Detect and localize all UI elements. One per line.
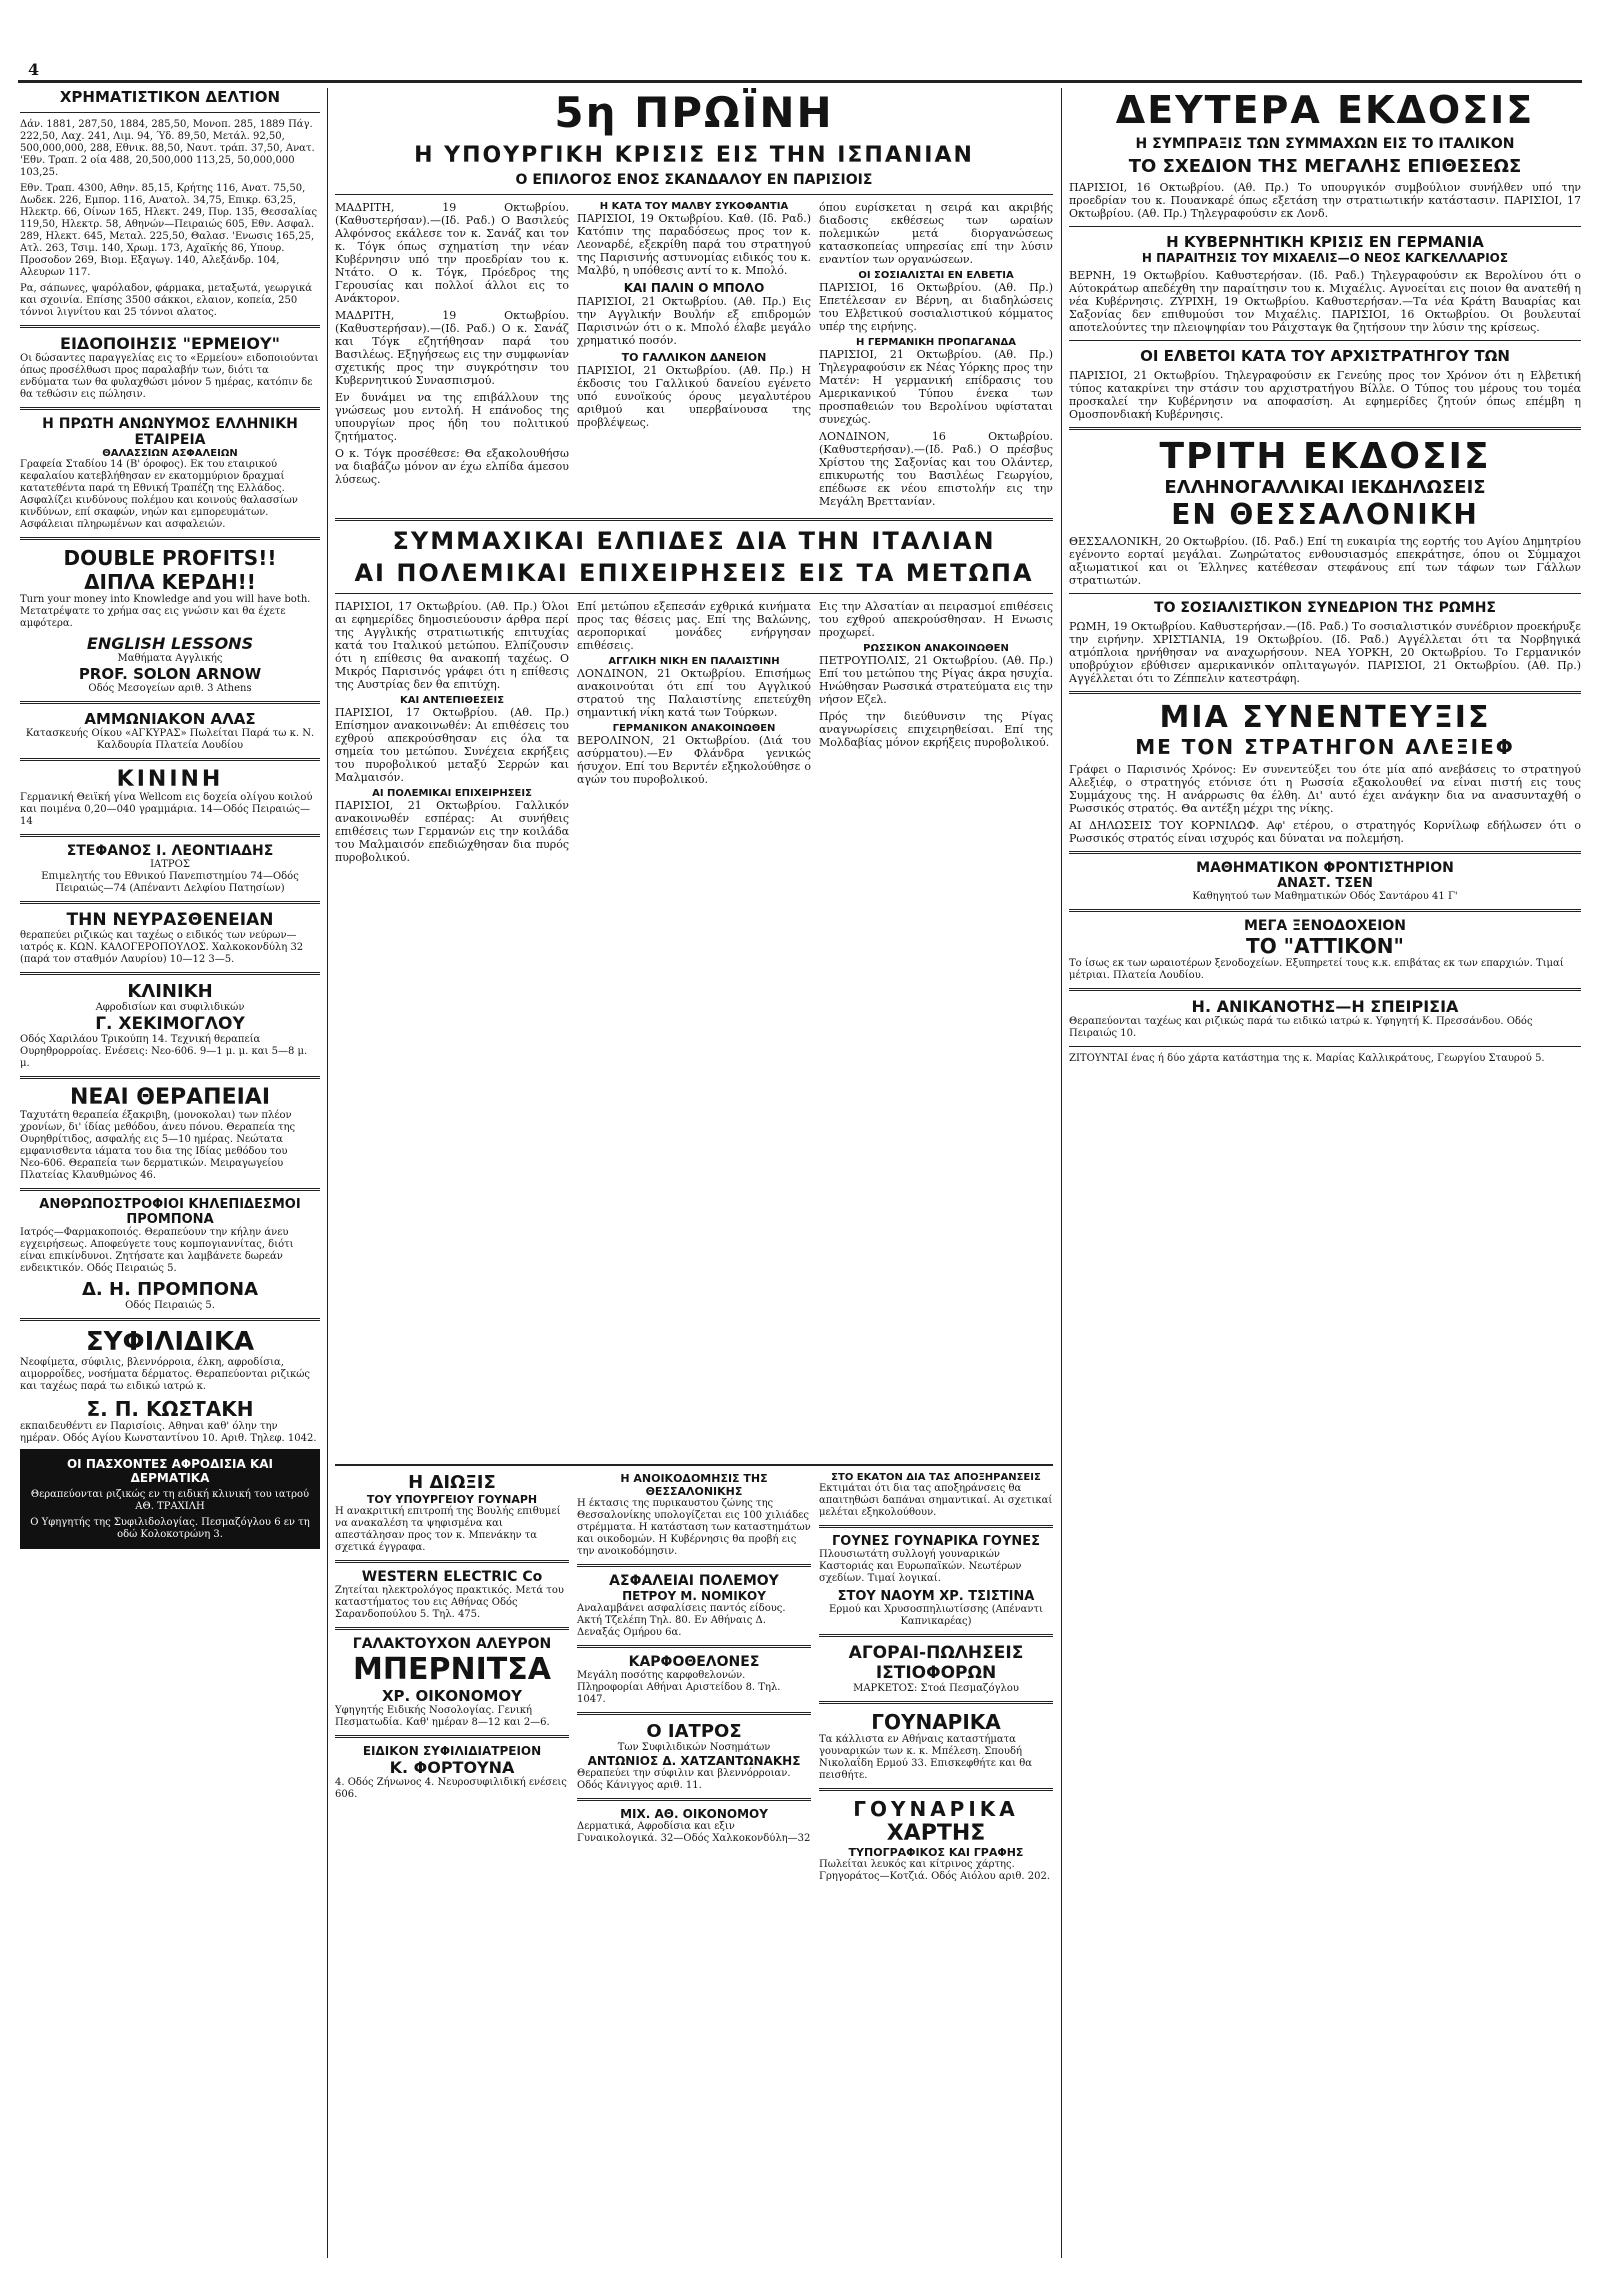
gounarika-title: ΓΟΥΝΑΡΙΚΑ: [871, 1710, 1001, 1734]
anthrop-title: ΑΝΘΡΩΠΟΣΤΡΟΦΙΟΙ ΚΗΛΕΠΙΔΕΣΜΟΙ ΠΡΟΜΠΟΝΑ: [39, 1197, 301, 1227]
r-p7: ΑΙ ΔΗΛΩΣΕΙΣ ΤΟΥ ΚΟΡΝΙΛΩΦ. Αφ' ετέρου, ο στρατηγός Κορνίλωφ εδήλωσεν ότι ο Ρωσσικός στρατός είναι ισχυρός και δύναται να πολεμήση.: [1069, 819, 1581, 845]
second-edition: ΔΕΥΤΕΡΑ ΕΚΔΟΣΙΣ: [1115, 88, 1535, 132]
ad2-name: ΤΟ "ΑΤΤΙΚΟΝ": [1246, 934, 1404, 958]
clinic-title: ΚΛΙΝΙΚΗ: [127, 981, 213, 1002]
iatros-name: ΑΝΤΩΝΙΟΣ Δ. ΧΑΤΖΑΝΤΩΝΑΚΗΣ: [587, 1754, 801, 1768]
kinini-text: Γερμανική Θειϊκή γίνα Wellcom εις δοχεία ολίγου κοιλού και ποιμένα 0,20—040 γραμμάρια. 14—Οδός Πειραιώς—14: [20, 792, 313, 827]
war-articles: [335, 600, 1053, 868]
nees-text: Ταχυτάτη θεραπεία έξακριβη, (μονοκολαι) των πλέον χρονίων, δι' ίδίας μεθόδου, άνευ πόνου. Θεραπεία της Ουρηθρίτιδος, ασφαλής εις 5—10 ημέρας. Νεώτατα εμφανισθεντα ιάματα του δια της Ιδίας μεθόδου του Νεο-606. Θεραπεία των δερματικών. Μειραγωγείου Πλατείας Κλαυθμώνος 46.: [20, 1110, 296, 1181]
ammonia-title: ΑΜΜΩΝΙΑΚΟΝ ΑΛΑΣ: [84, 710, 256, 728]
spain-articles: [335, 201, 1053, 512]
r-p4: ΘΕΣΣΑΛΟΝΙΚΗ, 20 Οκτωβρίου. (Ιδ. Ραδ.) Επί τη ευκαιρία της εορτής του Αγίου Δημητρίου εγένοντο εορταί μεγάλαι. Ζωηρώτατος ενθουσιασμός επεκράτησε, όπου οι Σύμμαχοι αξιωματικοί και οι Έλληνες κατέθεσαν στεφάνους επί των τάφων των Γάλλων στρατιωτών.: [1069, 535, 1581, 587]
gounarika-text: Τα κάλλιστα εν Αθήναις καταστήματα γουναρικών των κ. κ. Μπέλεση. Σπουδή Νικολαΐδη Ερμού 33. Επισκεφθήτε και θα πεισθήτε.: [819, 1734, 1033, 1781]
xartis-sub: ΤΥΠΟΓΡΑΦΙΚΟΣ ΚΑΙ ΓΡΑΦΗΣ: [848, 1846, 1024, 1859]
asfal-title: ΑΣΦΑΛΕΙΑΙ ΠΟΛΕΜΟΥ: [609, 1573, 779, 1589]
m14: Πρός την διεύθυνσιν της Ρίγας αναγνωρίσεις επιχειρηθείσαι. Επί της Μολδαβίας μόνον εκρήξεις πυροβολικού.: [819, 710, 1053, 749]
column-rule-1: [327, 88, 328, 2258]
milk-name: ΜΠΕΡΝΙΤΣΑ: [353, 1652, 551, 1687]
gounes-text: Πλουσιωτάτη συλλογή γουναρικών Καστοριάς και Ευρωπαϊκών. Νεωτέρων σχεδίων. Τιμαί λογικαί.: [819, 1549, 1022, 1584]
western-text: Ζητείται ηλεκτρολόγος πρακτικός. Μετά του καταστήματος του εις Αθήνας Οδός Σαρανδοπούλου 5. Τηλ. 475.: [335, 1585, 564, 1620]
r-h1: Η ΣΥΜΠΡΑΞΙΣ ΤΩΝ ΣΥΜΜΑΧΩΝ ΕΙΣ ΤΟ ΙΤΑΛΙΚΟΝ: [1135, 136, 1515, 152]
apok-text: Εκτιμάται ότι δια τας αποξηράνσεις θα απαιτηθώσι δαπάναι σημαντικαί. Αι σχετικαί μελέται εξηκολούθουν.: [819, 1483, 1053, 1518]
apok-title: ΣΤΟ ΕΚΑΤΟΝ ΔΙΑ ΤΑΣ ΑΠΟΞΗΡΑΝΣΕΙΣ: [831, 1472, 1041, 1483]
m9: ΓΕΡΜΑΝΙΚΟΝ ΑΝΑΚΟΙΝΩΘΕΝ: [612, 723, 776, 734]
page-number: 4: [28, 60, 40, 79]
clinic-text: Οδός Χαριλάου Τρικούπη 14. Τεχνική θεραπεία Ουρηθρορροίας. Ενέσεις: Νεο-606. 9—1 μ. μ. και 5—8 μ. μ.: [20, 1034, 308, 1069]
clinic-doc: Γ. ΧΕΚΙΜΟΓΛΟΥ: [95, 1014, 245, 1034]
stef-title: ΣΤΕΦΑΝΟΣ Ι. ΛΕΟΝΤΙΑΔΗΣ: [66, 843, 274, 859]
m8: ΛΟΝΔΙΝΟΝ, 21 Οκτωβρίου. Επισήμως ανακοινούται ότι επί του Αγγλικού στρατού της Παλαιστίνης επετεύχθη σημαντική νίκη κατά των Τούρκων.: [577, 667, 811, 719]
c4: ΠΑΡΙΣΙΟΙ, 21 Οκτωβρίου. (Αθ. Πρ.) Τηλεγραφούσιν εκ Νέας Υόρκης προς την Ματέν: Η γερμανική επίδρασις του Αμερικανικού Τύπου ένεκα των προσπαθειών του Βερολίνου υφίσταται συνεχώς.: [819, 348, 1053, 426]
agora-title: ΑΓΟΡΑΙ-ΠΩΛΗΣΕΙΣ ΙΣΤΙΟΦΟΡΩΝ: [848, 1643, 1024, 1683]
notice-text: Οι δώσαντες παραγγελίας εις το «Ερμείου» ειδοποιούνται όπως προσέλθωσι προς παραλαβήν των, διότι τα ενδύματα των θα φυλαχθώσι μόνον 5 ημέρας, κατόπιν δε θα τεθώσιν εις πώλησιν.: [20, 353, 319, 400]
kostaki-text: εκπαιδευθέντι εν Παρισίοις. Αθηναι καθ' όλην την ημέραν. Οδός Αγίου Κωνσταντίνου 10. Αριθ. Τηλεφ. 1042.: [20, 1421, 317, 1444]
m5: ΠΑΡΙΣΙΟΙ, 21 Οκτωβρίου. Γαλλικόν ανακοινωθέν εσπέρας: Αι συνήθεις επιθέσεις των Γερμανών εις την κοιλάδα του Μαλμαισόν επεδιώχθησαν δια πυρός πυροβολικού.: [335, 799, 569, 864]
m4: ΑΙ ΠΟΛΕΜΙΚΑΙ ΕΠΙΧΕΙΡΗΣΕΙΣ: [372, 788, 532, 799]
operations-headline: ΑΙ ΠΟΛΕΜΙΚΑΙ ΕΠΙΧΕΙΡΗΣΕΙΣ ΕΙΣ ΤΑ ΜΕΤΩΠΑ: [354, 559, 1034, 587]
milk-title: ΓΑΛΑΚΤΟΥΧΟΝ ΑΛΕΥΡΟΝ: [352, 1636, 552, 1652]
bottom-ads-rule: [335, 1464, 1053, 1466]
naoum-title: ΣΤΟΥ ΝΑΟΥΜ ΧΡ. ΤΣΙΣΤΙΝΑ: [837, 1589, 1035, 1604]
agora-text: ΜΑΡΚΕΤΟΣ: Στοά Πεσμαζόγλου: [853, 1683, 1019, 1694]
r-p6: Γράφει ο Παρισινός Χρόνος: Εν συνεντεύξει του ότε μία από ανεβάσεις το στρατηγού Αλεξιέφ, ο στρατηγός ετόνισε ότι η Ρωσσία εξακολουθεί να είναι πιστή εις τους Συμμάχους της. Η ανάρρωσις θα έλθη. Δι' αυτό έχει ανάγκην δια να ανασυνταχθή ο Ρωσσικός στρατός. Θα αντέξη μέχρι της νίκης.: [1069, 763, 1581, 815]
r-h8: ΤΟ ΣΟΣΙΑΛΙΣΤΙΚΟΝ ΣΥΝΕΔΡΙΟΝ ΤΗΣ ΡΩΜΗΣ: [1154, 600, 1496, 616]
bottom-ads-col-3: [819, 1472, 1053, 1887]
ad4-text: ΖΙΤΟΥΝΤΑΙ ένας ή δύο χάρτα κατάστημα της κ. Μαρίας Καλλικράτους, Γεωργίου Σταυρού 5.: [1069, 1053, 1545, 1064]
goun-text: Η ανακριτική επιτροπή της Βουλής επιθυμεί να ανακαλέση τα ψηφισμένα και απεστάλησαν προς τον κ. Μπενάκην τα σχετικά έγγραφα.: [335, 1506, 561, 1553]
milk-doc: ΧΡ. ΟΙΚΟΝΟΜΟΥ: [381, 1687, 523, 1705]
fort-name: Κ. ΦΟΡΤΟΥΝΑ: [389, 1758, 515, 1777]
naoum-text: Ερμού και Χρυσοσπηλιωτίσσης (Απέναντι Καπνικαρέας): [829, 1604, 1043, 1627]
insurance-text: Γραφεία Σταδίου 14 (Β' όροφος). Εκ του εταιρικού κεφαλαίου κατεβλήθησαν εν εκατομμύριον δραχμαί κατατεθέντα παρά τη Εθνική Τραπέζη της Ελλάδος. Ασφαλίζει κινδύνους πολέμου και κοινούς θαλασσίων κινδύνων, επί σκαφών, νηών και εμπορευμάτων. Ασφάλειαι πληρωμένων και ασφαλειών.: [20, 459, 298, 530]
clinic-sub: Αφροδισίων και συφιλιδικών: [95, 1002, 245, 1013]
left-column: [20, 88, 320, 2258]
ammonia-text: Κατασκευής Οίκου «ΑΓΚΥΡΑΣ» Πωλείται Παρά τω κ. Ν. Καλδουρία Πλατεία Λουδίου: [25, 728, 315, 751]
right-column: [1069, 88, 1581, 2258]
english-sub: Μαθήματα Αγγλικής: [117, 653, 223, 664]
black-ad-sub: Θεραπεύονται ριζικώς εν τη ειδική κλινική του ιατρού ΑΘ. ΤΡΑΧΙΛΗ: [30, 1489, 310, 1512]
bourse-text-2: Εθν. Τραπ. 4300, Αθην. 85,15, Κρήτης 116, Ανατ. 75,50, Δωδεκ. 226, Εμπορ. 116, Ανατολ. 34,75, Επικρ. 63,25, Ηλεκτρ. 66, Οίνων 165, Ηλεκτ. 249, Πυρ. 135, Θεσσαλίας 119,50, Ηλεκτρ. 58, Αθηνών—Πειραιώς 605, Εθν. Ασφαλ. 289, Ηλεκτ. 645, Μεταλ. 225,50, Θαλασ. 'Ενωσις 165,25, Ατλ. 263, Τσιμ. 140, Χρωμ. 173, Αχαϊκής 86, Υπουρ. Προσοδον 269, Βιομ. Εξαγωγ. 140, Αλεξάνδρ. 104, Αλευρων 117.: [20, 183, 318, 278]
m7: ΑΓΓΛΙΚΗ ΝΙΚΗ ΕΝ ΠΑΛΑΙΣΤΙΝΗ: [608, 656, 780, 667]
ethn-title: Η ΑΝΟΙΚΟΔΟΜΗΣΙΣ ΤΗΣ ΘΕΣΣΑΛΟΝΙΚΗΣ: [620, 1472, 768, 1498]
prombona-name: Δ. Η. ΠΡΟΜΠΟΝΑ: [81, 1279, 259, 1300]
b4: ΤΟ ΓΑΛΛΙΚΟΝ ΔΑΝΕΙΟΝ: [621, 351, 767, 364]
stef-sub: ΙΑΤΡΟΣ: [150, 859, 190, 870]
iatros-text: Θεραπεύει την σύφιλιν και βλεννόρροιαν. Οδός Κάνιγγος αριθ. 11.: [577, 1768, 791, 1791]
gounes-title: ΓΟΥΝΕΣ ΓΟΥΝΑΡΙΚΑ ΓΟΥΝΕΣ: [831, 1534, 1041, 1549]
nees-title: ΝΕΑΙ ΘΕΡΑΠΕΙΑΙ: [69, 1085, 271, 1110]
dipla-kerdi: ΔΙΠΛΑ ΚΕΡΔΗ!!: [84, 570, 256, 594]
bourse-text: Δάν. 1881, 287,50, 1884, 285,50, Μονοπ. 285, 1889 Πάγ. 222,50, Λαχ. 241, Λιμ. 94, Ύδ. 89,50, Μετάλ. 92,50, 500,000,000, 288, Εθνικ. 88,50, Ναυτ. τράπ. 37,50, Ανατ. 'Εθν. Τραπ. 2 οία 488, 20,500,000 113,25, 50,000,000 103,25.: [20, 119, 315, 178]
karf-title: ΚΑΡΦΟΘΕΛΟΝΕΣ: [628, 1654, 760, 1670]
kostaki-name: Σ. Π. ΚΩΣΤΑΚΗ: [86, 1397, 254, 1421]
r-h6: ΕΛΛΗΝΟΓΑΛΛΙΚΑΙ ΙΕΚΔΗΛΩΣΕΙΣ: [1164, 477, 1486, 498]
m10: ΒΕΡΟΛΙΝΟΝ, 21 Οκτωβρίου. (Διά του ασύρματου).—Εν Φλάνδρα γενικώς ήσυχον. Επί του Βερντέν εξηκολούθησε ο αγών του πυροβολικού.: [577, 734, 811, 786]
neuro-text: θεραπεύει ριζικώς και ταχέως ο ειδικός των νεύρων—ιατρός κ. ΚΩΝ. ΚΑΛΟΓΕΡΟΠΟΥΛΟΣ. Χαλκοκονδύλη 32 (παρά τον σταθμόν Λαυρίου) 10—12 3—5.: [20, 930, 304, 965]
asfal-name: ΠΕΤΡΟΥ Μ. ΝΟΜΙΚΟΥ: [622, 1589, 766, 1603]
ad3-title: Η. ΑΝΙΚΑΝΟΤΗΣ—Η ΣΠΕΙΡΙΣΙΑ: [1191, 997, 1459, 1016]
b2: ΚΑΙ ΠΑΛΙΝ Ο ΜΠΟΛΟ: [623, 281, 765, 295]
fort-text: 4. Οδός Ζήνωνος 4. Νευροσυφιλιδική ενέσεις 606.: [335, 1777, 567, 1800]
bourse-title: ΧΡΗΜΑΤΙΣΤΙΚΟΝ ΔΕΛΤΙΟΝ: [59, 88, 281, 106]
r-h9: ΜΙΑ ΣΥΝΕΝΤΕΥΞΙΣ: [1159, 700, 1491, 735]
asfal-text: Αναλαμβάνει ασφαλίσεις παντός είδους. Ακτή Τζελέπη Τηλ. 80. Εν Αθήναις Δ. Δεναξάς Ομήρου 6α.: [577, 1603, 786, 1638]
r-h7: ΕΝ ΘΕΣΣΑΛΟΝΙΚΗ: [1171, 498, 1479, 531]
fort-title: ΕΙΔΙΚΟΝ ΣΥΦΙΛΙΔΙΑΤΡΕΙΟΝ: [362, 1744, 542, 1758]
m2: ΚΑΙ ΑΝΤΕΠΙΘΕΣΕΙΣ: [399, 695, 505, 706]
allied-hopes-headline: ΣΥΜΜΑΧΙΚΑΙ ΕΛΠΙΔΕΣ ΔΙΑ ΤΗΝ ΙΤΑΛΙΑΝ: [392, 527, 996, 555]
bottom-ads: [335, 1472, 1053, 2262]
insurance-title: Η ΠΡΩΤΗ ΑΝΩΝΥΜΟΣ ΕΛΛΗΝΙΚΗ ΕΤΑΙΡΕΙΑ: [42, 416, 298, 448]
english-addr: Οδός Μεσογείων αριθ. 3 Athens: [88, 683, 252, 694]
m3: ΠΑΡΙΣΙΟΙ, 17 Οκτωβρίου. (Αθ. Πρ.) Επίσημον ανακοινωθέν: Αι επιθέσεις του εχθρού απεκρούσθησαν εις όλα τα σημεία του μετώπου. Συνέχεια εκρήξεις του πυροβολικού μεταξύ Σερρών και Μαλμαισόν.: [335, 706, 569, 784]
western-title: WESTERN ELECTRIC Co: [361, 1569, 543, 1585]
r-p3: ΠΑΡΙΣΙΟΙ, 21 Οκτωβρίου. Τηλεγραφούσιν εκ Γενεύης προς τον Χρόνον ότι η Ελβετική τύπος κατακρίνει την στάσιν του αρχιστρατήγου Βίλλε. Ο Τύπος του μέρους του τομέα προσκαλεί την Κυβέρνησιν να αποφασίση. Αι εφημερίδες ζητούν όπως επέμβη η Ομοσπονδιακή Κυβέρνησις.: [1069, 369, 1581, 421]
ad1-title: ΜΑΘΗΜΑΤΙΚΟΝ ΦΡΟΝΤΙΣΤΗΡΙΟΝ: [1196, 860, 1454, 876]
ad2-title: ΜΕΓΑ ΞΕΝΟΔΟΧΕΙΟΝ: [1243, 918, 1407, 934]
insurance-sub: ΘΑΛΑΣΣΙΩΝ ΑΣΦΑΛΕΙΩΝ: [102, 448, 238, 459]
m1: ΠΑΡΙΣΙΟΙ, 17 Οκτωβρίου. (Αθ. Πρ.) Όλοι αι εφημερίδες δημοσιεύουσιν άρθρα περί της Αγγλικής στρατιωτικής επιτυχίας κατά του Ιταλικού μετώπου. Ελπίζουσιν ότι η επίθεσις θα ανακοπή ταχέως. Ο Μικρός Παρισινός γράφει ότι η επίθεσις της Αυστρίας δεν θα επιτύχη.: [335, 600, 569, 691]
b-title: Η ΚΑΤΑ ΤΟΥ ΜΑΛΒΥ ΣΥΚΟΦΑΝΤΙΑ: [599, 201, 789, 212]
karf-text: Μεγάλη ποσότης καρφοθελονών. Πληροφορίαι Αθήναι Αριστείδου 8. Τηλ. 1047.: [577, 1670, 781, 1705]
double-profits: DOUBLE PROFITS!!: [63, 546, 277, 570]
notice-title: ΕΙΔΟΠΟΙΗΣΙΣ "ΕΡΜΕΙΟΥ": [60, 334, 280, 353]
bourse-text-3: Ρα, σάπωνες, ψαρόλαδον, φάρμακα, μεταξωτά, γεωργικά και σχοινία. Επίσης 3500 σάκκοι, ελαιον, κοπεία, 250 τόννοι λιγνίτου και 25 τόννοι αλατος.: [20, 283, 313, 318]
r-h3: Η ΚΥΒΕΡΝΗΤΙΚΗ ΚΡΙΣΙΣ ΕΝ ΓΕΡΜΑΝΙΑ: [1166, 233, 1484, 251]
ad1-text: Καθηγητού των Μαθηματικών Οδός Σαντάρου 41 Γ': [1192, 891, 1458, 902]
top-rule: [18, 80, 1582, 83]
bottom-ads-col-2: [577, 1472, 811, 1887]
ad2-text: Το ίσως εκ των ωραιοτέρων ξενοδοχείων. Εξυπηρετεί τους κ.κ. επιβάτας εκ των επαρχιών. Τιμαί μέτριαι. Πλατεία Λουδίου.: [1069, 958, 1564, 981]
english-teacher: PROF. SOLON ARNOW: [78, 665, 262, 683]
milk-text: Υφηγητής Ειδικής Νοσολογίας. Γενική Πεσματωδία. Καθ' ημέραν 8—12 και 2—6.: [335, 1705, 550, 1728]
a4: Ο κ. Τόγκ προσέθεσε: Θα εξακολουθήσω να διαβάζω μόνον αν έχω ελπίδα άμεσου λύσεως.: [335, 447, 569, 486]
m12: ΡΩΣΣΙΚΟΝ ΑΝΑΚΟΙΝΩΘΕΝ: [863, 643, 1009, 654]
ethn-text: Η έκτασις της πυρικαυστου ζώνης της Θεσσαλονίκης υπολογίζεται εις 100 χιλιάδες στρέμματα. Η κατάσταση των καταστημάτων και οικοδομών. Η Κυβέρνησις θα προβή εις την ανοικοδόμησιν.: [577, 1498, 811, 1557]
c3: Η ΓΕΡΜΑΝΙΚΗ ΠΡΟΠΑΓΑΝΔΑ: [855, 337, 1017, 348]
iatros-title: Ο ΙΑΤΡΟΣ: [646, 1721, 742, 1742]
subhead-paris: Ο ΕΠΙΛΟΓΟΣ ΕΝΟΣ ΣΚΑΝΔΑΛΟΥ ΕΝ ΠΑΡΙΣΙΟΙΣ: [515, 172, 873, 188]
iatros-sub: Των Συφιλιδικών Νοσημάτων: [617, 1742, 771, 1753]
c-title: ΟΙ ΣΟΣΙΑΛΙΣΤΑΙ ΕΝ ΕΛΒΕΤΙΑ: [858, 270, 1014, 281]
r-p5: ΡΩΜΗ, 19 Οκτωβρίου. Καθυστερήσαν.—(Ιδ. Ραδ.) Το σοσιαλιστικόν συνέδριον προεκήρυξε την ειρήνην. ΧΡΙΣΤΙΑΝΙΑ, 19 Οκτωβρίου. (Ιδ. Ραδ.) Αγγέλλεται ότι τα Νορβηγικά ατμόπλοια ηρνήθησαν να αναχωρήσουν. ΝΕΑ ΥΟΡΚΗ, 20 Οκτωβρίου. Το Γερμανικόν υποβρύχιον εβύθισεν αμερικανικόν οπλιταγωγόν. ΠΑΡΙΣΙΟΙ, 21 Οκτωβρίου. (Αθ. Πρ.) Αγγέλλεται ότι το Ζέππελιν κατεστράφη.: [1069, 620, 1581, 685]
r-h5: ΟΙ ΕΛΒΕΤΟΙ ΚΑΤΑ ΤΟΥ ΑΡΧΙΣΤΡΑΤΗΓΟΥ ΤΩΝ: [1140, 347, 1510, 365]
r-h10: ΜΕ ΤΟΝ ΣΤΡΑΤΗΓΟΝ ΑΛΕΞΙΕΦ: [1135, 735, 1515, 759]
xartis-text: Πωλείται λευκός και κίτρινος χάρτης. Γρηγοράτος—Κοτζιά. Οδός Αιόλου αριθ. 202.: [819, 1859, 1051, 1882]
black-ad-text: Ο Υφηγητής της Συφιλιδολογίας. Πεσμαζόγλου 6 εν τη οδώ Κολοκοτρώνη 3.: [30, 1517, 310, 1540]
stef-text: Επιμελητής του Εθνικού Πανεπιστημίου 74—Οδός Πειραιώς—74 (Απέναντι Δελφίου Πατησίων): [41, 871, 299, 894]
m11: Εις την Αλσατίαν αι πειρασμοί επιθέσεις του εχθρού απεκρούσθησαν. Η Ενωσις προχωρεί.: [819, 600, 1053, 639]
c1: όπου ευρίσκεται η σειρά και ακριβής διαδοσις εκθέσεως των ωραίων πολεμικών μετά διοργανώσεως κατασκοπείας υπηρεσίας επί την λύσιν εναντίον των οργανώσεων.: [819, 201, 1053, 266]
a3: Εν δυνάμει να της επιβάλλουν της γνώσεως μου εντολή. Η επάνοδος της υπουργίων προς ήδη του πολιτικού ζητήματος.: [335, 391, 569, 443]
dipla-text: Turn your money into Knowledge and you will have both. Μετατρέψατε το χρήμα σας εις γνώσιν και θα έχετε αμφότερα.: [20, 594, 311, 629]
black-ad-title: ΟΙ ΠΑΣΧΟΝΤΕΣ ΑΦΡΟΔΙΣΙΑ ΚΑΙ ΔΕΡΜΑΤΙΚΑ: [66, 1457, 274, 1485]
a1: ΜΑΔΡΙΤΗ, 19 Οκτωβρίου. (Καθυστερήσαν).—(Ιδ. Ραδ.) Ο Βασιλεύς Αλφόνσος εκάλεσε τον κ. Σανάζ και τον κ. Τόγκ όπως σχηματίση την νέαν Κυβέρνησιν υπό την προεδρίαν του κ. Ντάτο. Ο κ. Τόγκ, Πρόεδρος της Γερουσίας και πολλοί άλλοι εις το Ανάκτορον.: [335, 201, 569, 305]
neuro-title: ΤΗΝ ΝΕΥΡΑΣΘΕΝΕΙΑΝ: [66, 910, 274, 930]
b3: ΠΑΡΙΣΙΟΙ, 21 Οκτωβρίου. (Αθ. Πρ.) Εις την Αγγλικήν Βουλήν εξ επιδρομών Παρισινών ότι ο κ. Μπολό έλαβε μεγάλο χρηματικό ποσόν.: [577, 295, 811, 347]
m13: ΠΕΤΡΟΥΠΟΛΙΣ, 21 Οκτωβρίου. (Αθ. Πρ.) Επί του μετώπου της Ρίγας άκρα ησυχία. Ηνώθησαν Ρωσσικά στρατεύματα εις την νήσον Εζελ.: [819, 654, 1053, 706]
r-p1: ΠΑΡΙΣΙΟΙ, 16 Οκτωβρίου. (Αθ. Πρ.) Το υπουργικόν συμβούλιον συνήλθεν υπό την προεδρίαν του κ. Πουανκαρέ όπως εξετάση την στρατιωτικήν κατάστασιν. ΠΑΡΙΣΙΟΙ, 17 Οκτωβρίου. (Αθ. Πρ.) Τηλεγραφούσιν εκ Λονδ.: [1069, 181, 1581, 220]
edition-title: 5η ΠΡΩΪΝΗ: [554, 88, 834, 137]
b5: ΠΑΡΙΣΙΟΙ, 21 Οκτωβρίου. (Αθ. Πρ.) Η έκδοσις του Γαλλικού δανείου εγένετο υπό ευνοϊκούς όρους μεγαλυτέρου αριθμού και υπερβαίνουσα της προβλέψεως.: [577, 364, 811, 429]
third-edition: ΤΡΙΤΗ ΕΚΔΟΣΙΣ: [1159, 436, 1491, 477]
ad3-text: Θεραπεύονται ταχέως και ριζικώς παρά τω ειδικώ ιατρώ κ. Υφηγητή Κ. Πρεσσάνδου. Οδός Πειραιώς 10.: [1069, 1016, 1533, 1039]
gouna-title: ΓΟΥΝΑΡΙΚΑ: [853, 1797, 1019, 1821]
syfil-text: Νεοφίμετα, σύφιλις, βλεννόρροια, έλκη, αφροδίσια, αιμορροΐδες, νοσήματα δέρματος. Θεραπεύονται ριζικώς και ταχέως παρά τω ειδικώ ιατρώ κ.: [20, 1357, 310, 1392]
syfil-title: ΣΥΦΙΛΙΔΙΚΑ: [85, 1327, 255, 1357]
prombona-addr: Οδός Πειραιώς 5.: [125, 1300, 215, 1311]
a2: ΜΑΔΡΙΤΗ, 19 Οκτωβρίου. (Καθυστερήσαν).—(Ιδ. Ραδ.) Ο κ. Σανάζ και Τόγκ εζητήθησαν παρά του Βασιλέως. Εξηγήσεως εις την συμφωνίαν σχετικής προς την συγκρότησιν του Κυβερνητικού Συνασπισμού.: [335, 309, 569, 387]
anthrop-text: Ιατρός—Φαρμακοποιός. Θεραπεύουν την κήλην άνευ εγχειρήσεως. Αποφεύγετε τους κομπογιαννίτας, διότι είναι επικίνδυνοι. Ζητήσατε και λαμβάνετε δωρεάν ενδεικτικόν. Οδός Πειραιώς 5.: [20, 1227, 294, 1274]
kinini-title: ΚΙΝΙΝΗ: [116, 767, 224, 792]
bottom-ads-col-1: [335, 1472, 569, 1887]
black-ad: [20, 1449, 320, 1549]
goun-title: Η ΔΙΩΞΙΣ: [408, 1472, 496, 1493]
m6: Επί μετώπου εξεπεσάν εχθρικά κινήματα προς τας θέσεις μας. Επί της Βαλώνης, αεροπορικαί μονάδες ενήργησαν επιθέσεις.: [577, 600, 811, 652]
goun-sub: ΤΟΥ ΥΠΟΥΡΓΕΙΟΥ ΓΟΥΝΑΡΗ: [366, 1493, 538, 1506]
ad1-name: ΑΝΑΣΤ. ΤΣΕΝ: [1277, 876, 1373, 891]
center-column: [335, 88, 1053, 1458]
r-h2: ΤΟ ΣΧΕΔΙΟΝ ΤΗΣ ΜΕΓΑΛΗΣ ΕΠΙΘΕΣΕΩΣ: [1128, 156, 1522, 177]
headline-spain: Η ΥΠΟΥΡΓΙΚΗ ΚΡΙΣΙΣ ΕΙΣ ΤΗΝ ΙΣΠΑΝΙΑΝ: [414, 143, 974, 168]
mix-title: ΜΙΧ. ΑΘ. ΟΙΚΟΝΟΜΟΥ: [620, 1807, 768, 1821]
column-rule-2: [1061, 88, 1062, 2258]
b1: ΠΑΡΙΣΙΟΙ, 19 Οκτωβρίου. Καθ. (Ιδ. Ραδ.) Κατόπιν της παραδόσεως προς τον κ. Λεοναρδέ, εξεκρίθη παρά του στρατηγού της Παρισινής αστυνομίας ειδικός του κ. Μαλβύ, η υπόθεσις αντί το κ. Μπολό.: [577, 212, 811, 277]
xartis-title: ΧΑΡΤΗΣ: [886, 1821, 986, 1846]
english-title: ENGLISH LESSONS: [86, 634, 254, 653]
r-p2: ΒΕΡΝΗ, 19 Οκτωβρίου. Καθυστερήσαν. (Ιδ. Ραδ.) Τηλεγραφούσιν εκ Βερολίνου ότι ο Αύτοκράτωρ απεδέχθη την παραίτησιν του κ. Μιχαέλις. Αγνοείται εις ποιον θα ανατεθή η νέα Κυβέρνησις. ΖΥΡΙΧΗ, 19 Οκτωβρίου. Καθυστερήσαν.—Τα νέα Κράτη Βαυαρίας και Σαξονίας δεν επιθυμούσι τον Μιχαέλις. ΠΑΡΙΣΙΟΙ, 16 Οκτωβρίου. Οι βουλευταί αποτελούντες την πλειοψηφίαν του Ράιχσταγκ θα ζητήσουν την λύσιν της κρίσεως.: [1069, 269, 1581, 334]
c2: ΠΑΡΙΣΙΟΙ, 16 Οκτωβρίου. (Αθ. Πρ.) Επετέλεσαν εν Βέρνη, αι διαδηλώσεις του Ελβετικού σοσιαλιστικού κόμματος υπέρ της ειρήνης.: [819, 281, 1053, 333]
mix-text: Δερματικά, Αφροδίσια και εξιν Γυναικολογικά. 32—Οδός Χαλκοκονδύλη—32: [577, 1821, 811, 1844]
c5: ΛΟΝΔΙΝΟΝ, 16 Οκτωβρίου. (Καθυστερήσαν).—(Ιδ. Ραδ.) Ο πρέσβυς Χρίστου της Σαξονίας και του Ολάντερ, επικυρωτής του Βασιλέως Γεωργίου, επέδωσε εκ νέου επιστολήν εις την Μεγάλη Βρεττανίαν.: [819, 430, 1053, 508]
r-h4: Η ΠΑΡΑΙΤΗΣΙΣ ΤΟΥ ΜΙΧΑΕΛΙΣ—Ο ΝΕΟΣ ΚΑΓΚΕΛΛΑΡΙΟΣ: [1141, 251, 1509, 265]
